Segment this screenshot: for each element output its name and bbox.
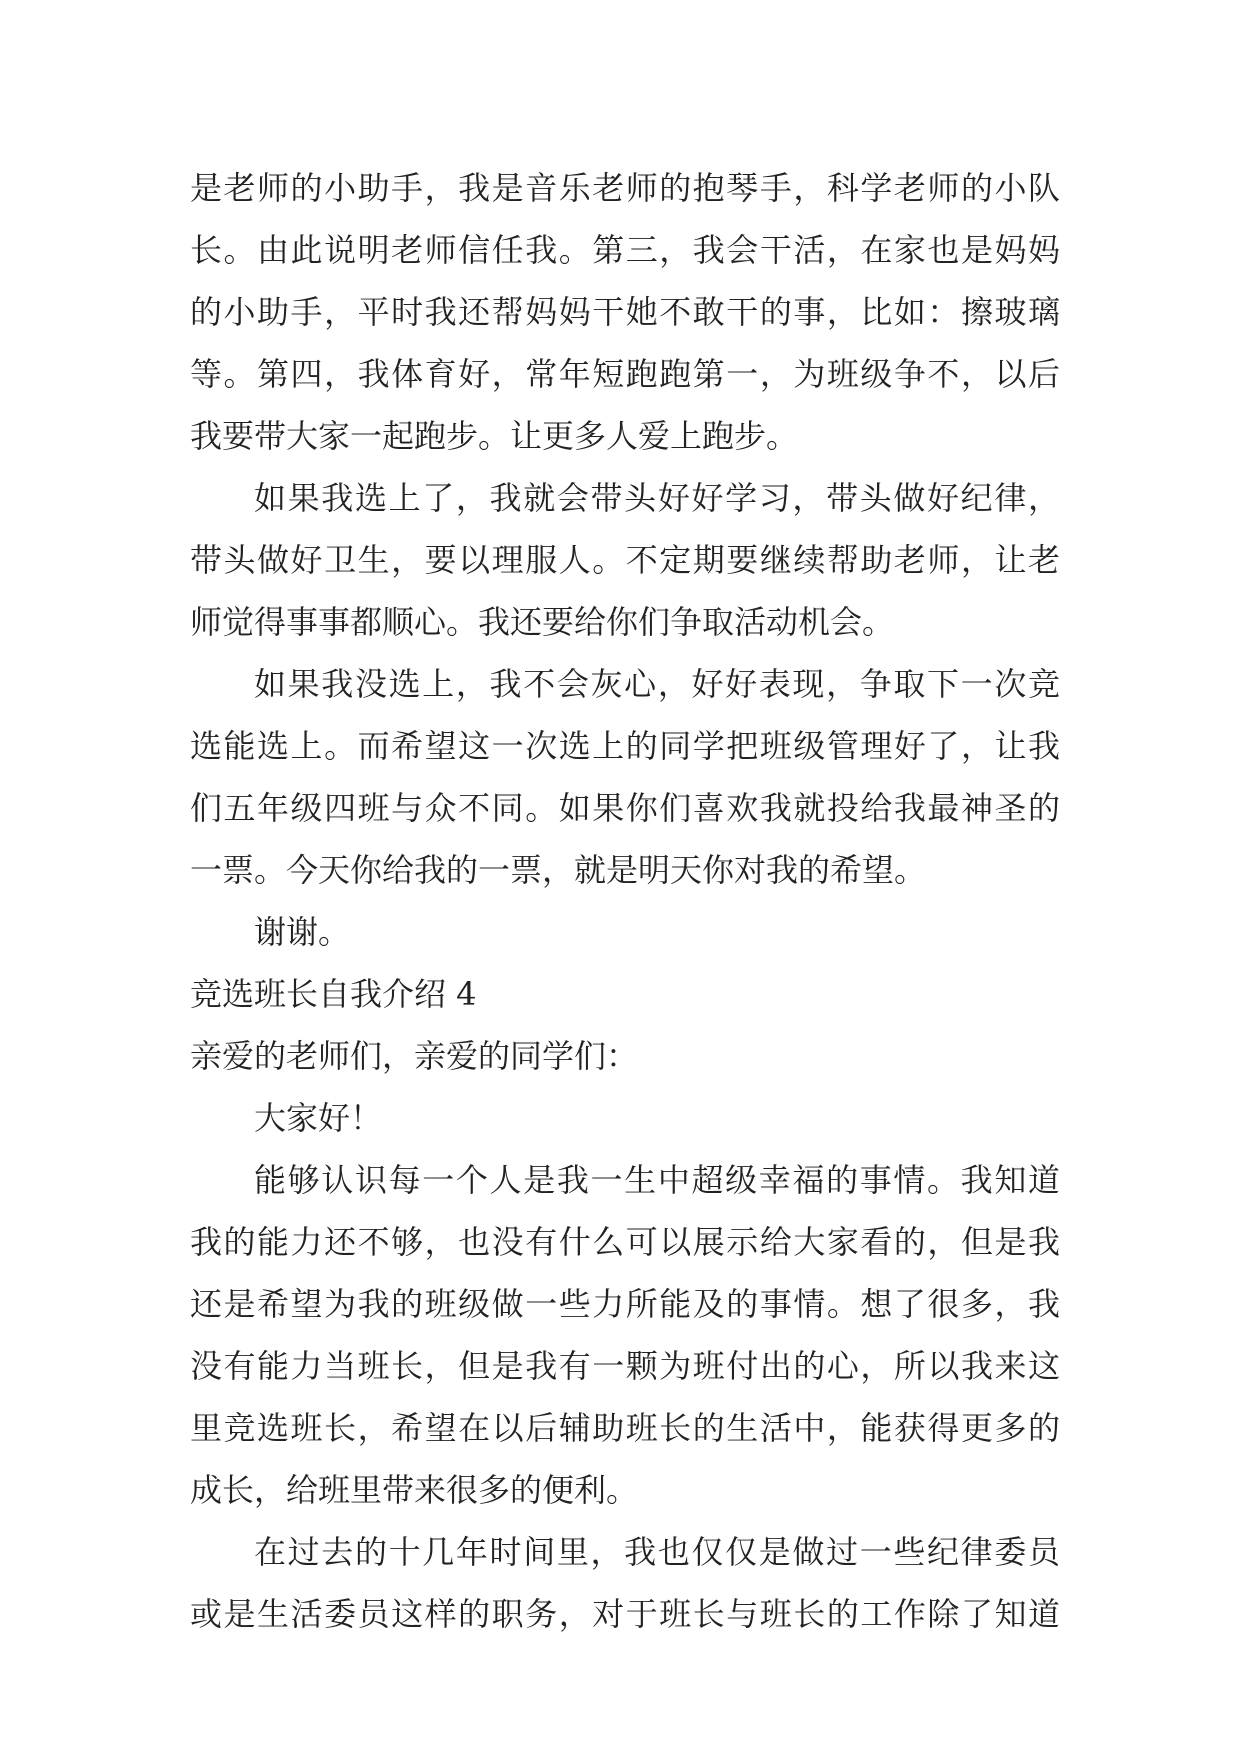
text-line: 一票。今天你给我的一票，就是明天你对我的希望。 (190, 851, 927, 889)
text-line: 如果我没选上，我不会灰心，好好表现，争取下一次竞 (254, 665, 1060, 703)
greeting: 大家好！ (254, 1099, 383, 1137)
text-line: 谢谢。 (254, 913, 351, 951)
text-line: 在过去的十几年时间里，我也仅仅是做过一些纪律委员 (254, 1533, 1060, 1571)
text-line: 如果我选上了，我就会带头好好学习，带头做好纪律， (254, 479, 1060, 517)
section-heading: 竞选班长自我介绍 4 (190, 975, 477, 1013)
text-line: 们五年级四班与众不同。如果你们喜欢我就投给我最神圣的 (190, 789, 1060, 827)
text-line: 是老师的小助手，我是音乐老师的抱琴手，科学老师的小队 (190, 169, 1060, 207)
text-line: 长。由此说明老师信任我。第三，我会干活，在家也是妈妈 (190, 231, 1060, 269)
text-line: 等。第四，我体育好，常年短跑跑第一，为班级争不，以后 (190, 355, 1060, 393)
text-line: 能够认识每一个人是我一生中超级幸福的事情。我知道 (254, 1161, 1060, 1199)
text-line: 师觉得事事都顺心。我还要给你们争取活动机会。 (190, 603, 895, 641)
salutation: 亲爱的老师们，亲爱的同学们： (190, 1037, 639, 1075)
text-line: 我要带大家一起跑步。让更多人爱上跑步。 (190, 417, 799, 455)
text-line: 我的能力还不够，也没有什么可以展示给大家看的，但是我 (190, 1223, 1060, 1261)
text-line: 或是生活委员这样的职务，对于班长与班长的工作除了知道 (190, 1595, 1060, 1633)
text-line: 成长，给班里带来很多的便利。 (190, 1471, 639, 1509)
text-line: 还是希望为我的班级做一些力所能及的事情。想了很多，我 (190, 1285, 1060, 1323)
text-line: 没有能力当班长，但是我有一颗为班付出的心，所以我来这 (190, 1347, 1060, 1385)
text-line: 带头做好卫生，要以理服人。不定期要继续帮助老师，让老 (190, 541, 1060, 579)
text-line: 的小助手，平时我还帮妈妈干她不敢干的事，比如：擦玻璃 (190, 293, 1060, 331)
document-body (190, 157, 1060, 1645)
text-line: 里竞选班长，希望在以后辅助班长的生活中，能获得更多的 (190, 1409, 1060, 1447)
text-line: 选能选上。而希望这一次选上的同学把班级管理好了，让我 (190, 727, 1060, 765)
